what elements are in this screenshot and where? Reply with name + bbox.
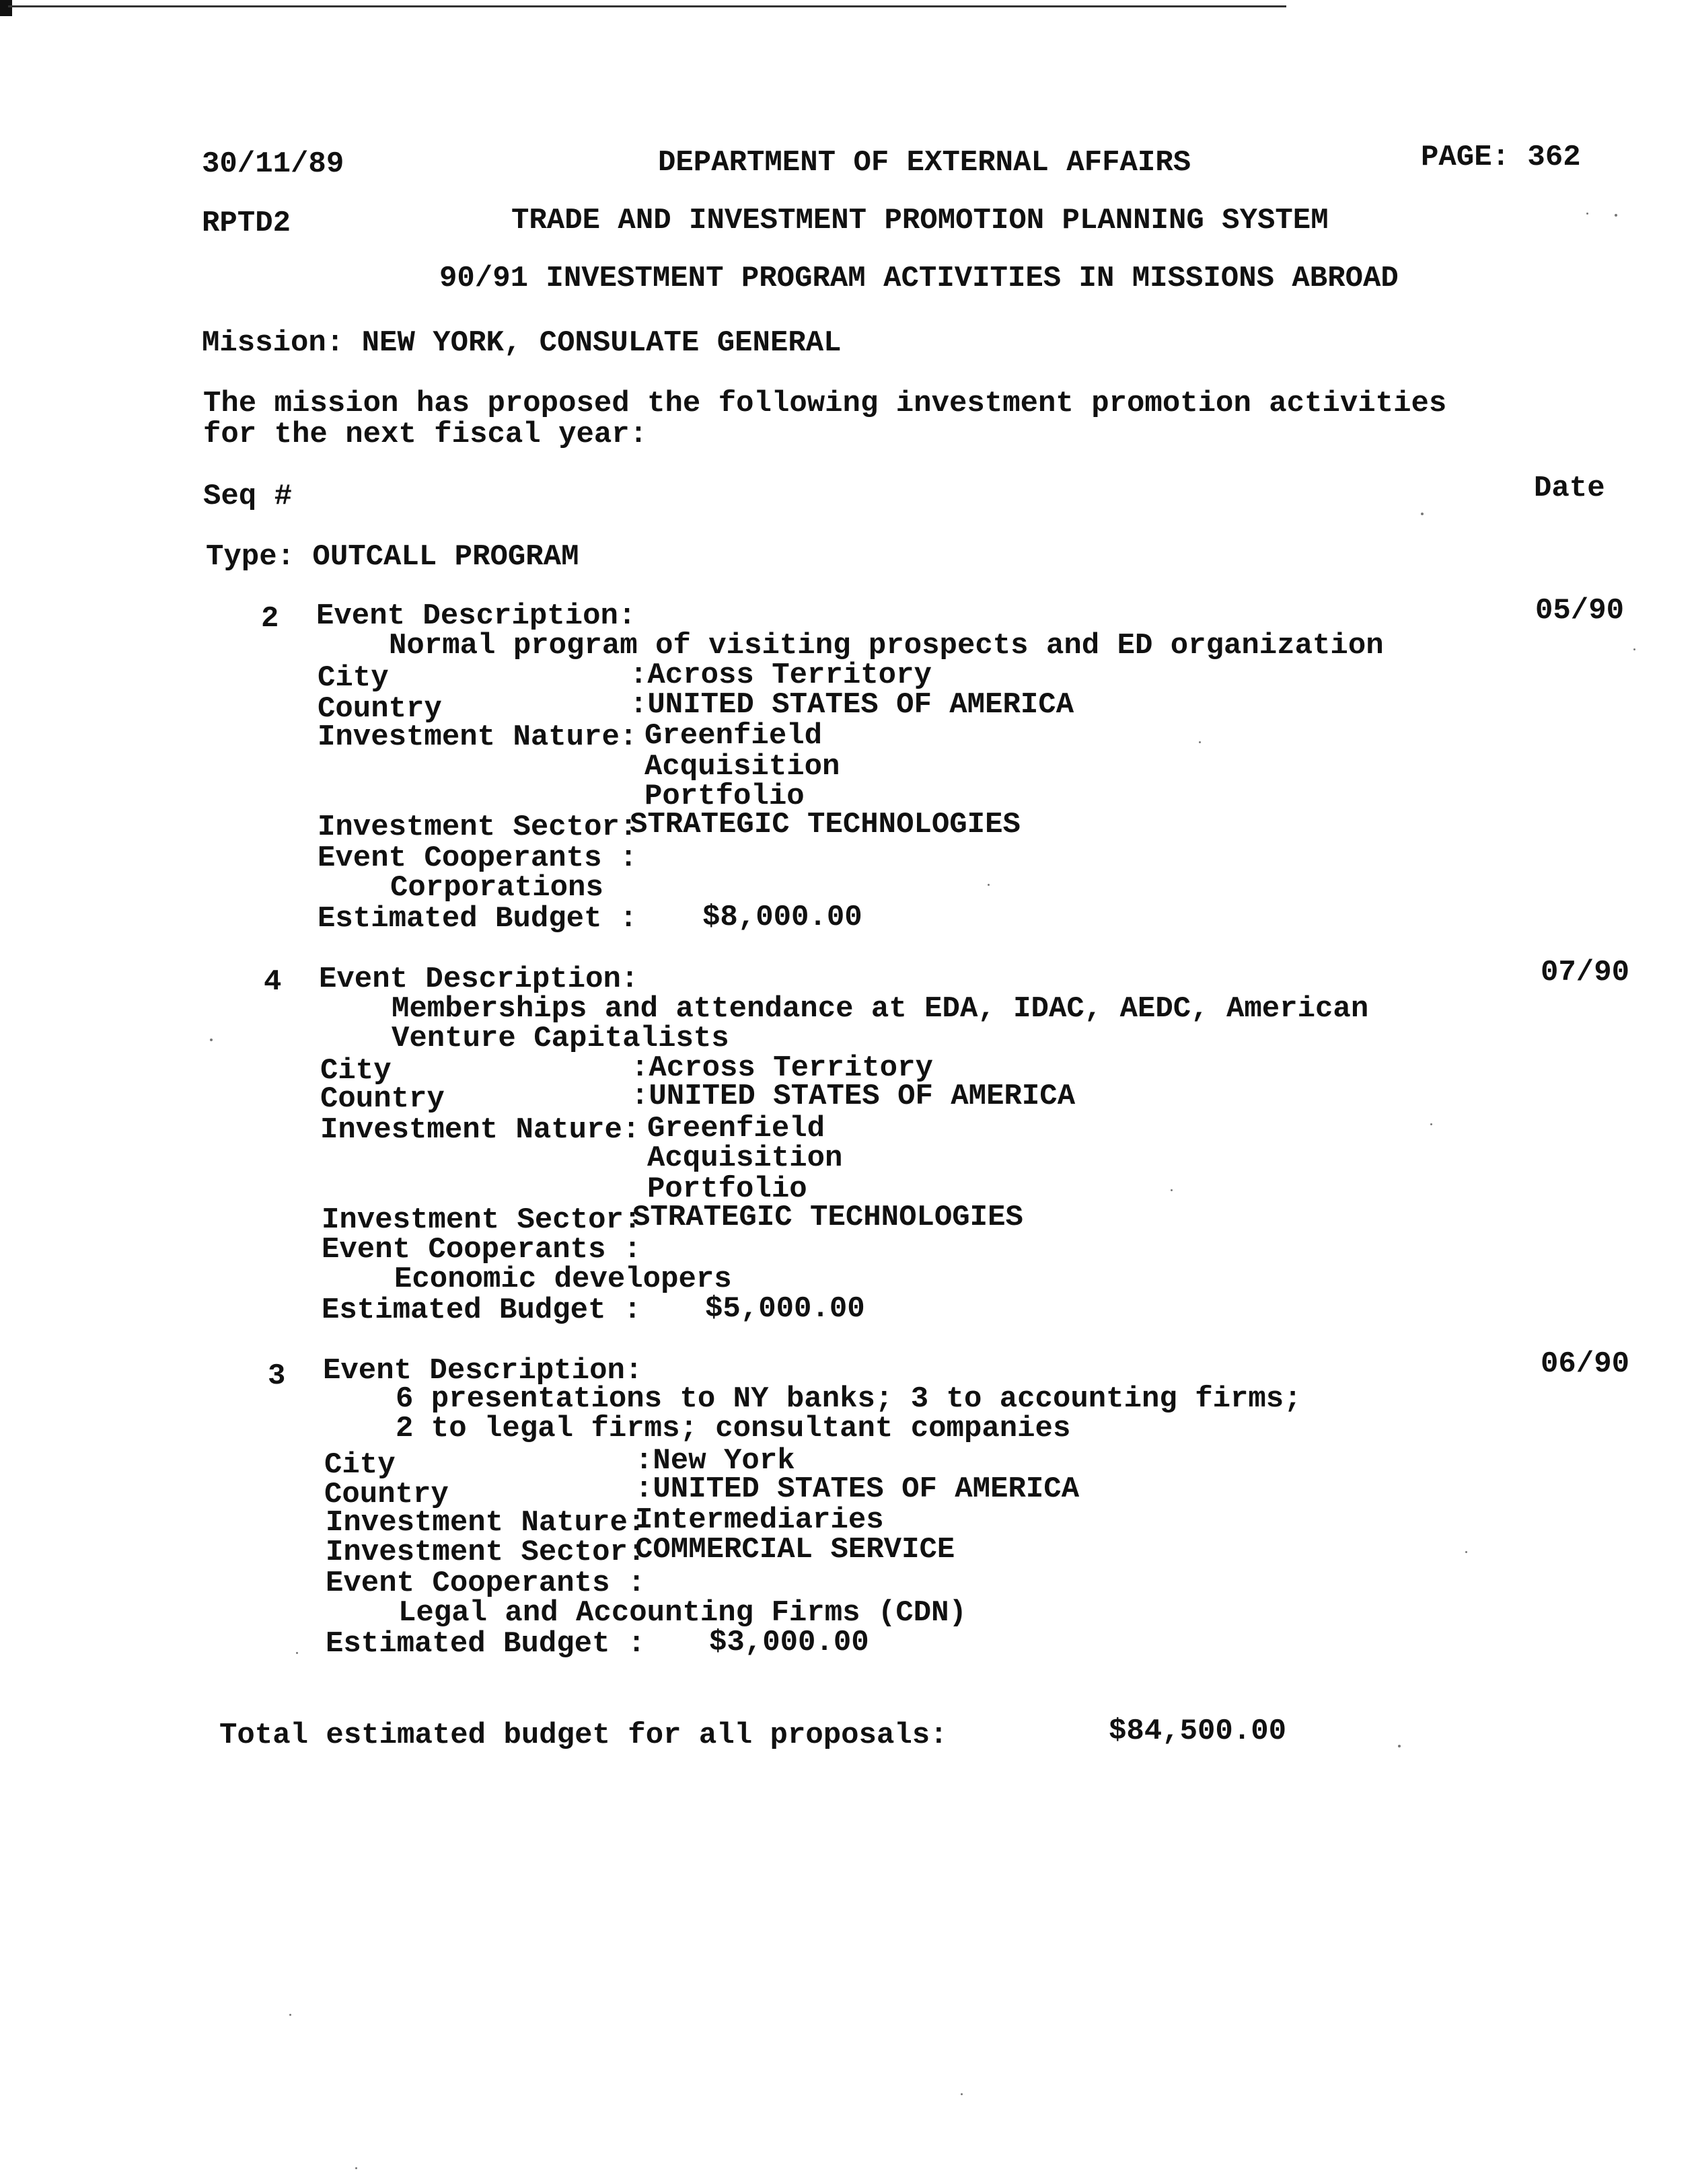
seq-column-header: Seq #: [203, 480, 293, 513]
estimated-budget-value: $8,000.00: [702, 901, 862, 934]
event-date: 05/90: [1535, 594, 1625, 628]
country-label: Country: [324, 1478, 449, 1511]
scan-speck: [988, 884, 990, 886]
total-budget-label: Total estimated budget for all proposals:: [219, 1719, 948, 1752]
investment-sector-label: Investment Sector:: [322, 1203, 642, 1237]
estimated-budget-label: Estimated Budget :: [326, 1627, 646, 1661]
scan-top-edge: [8, 5, 1286, 7]
event-description-text: Memberships and attendance at EDA, IDAC, AEDC, American: [392, 992, 1369, 1026]
investment-nature-value: Acquisition: [647, 1141, 843, 1175]
scan-speck: [1421, 513, 1424, 515]
city-label: City: [318, 661, 389, 695]
country-value: :UNITED STATES OF AMERICA: [635, 1472, 1080, 1506]
country-value: :UNITED STATES OF AMERICA: [630, 688, 1074, 722]
mission-line: Mission: NEW YORK, CONSULATE GENERAL: [202, 326, 842, 360]
city-value: :Across Territory: [631, 1051, 933, 1085]
scan-speck: [1586, 213, 1588, 215]
estimated-budget-label: Estimated Budget :: [318, 902, 638, 936]
event-seq: 2: [261, 602, 279, 636]
department-name: DEPARTMENT OF EXTERNAL AFFAIRS: [658, 146, 1191, 180]
event-cooperants-value: Corporations: [390, 871, 603, 905]
event-seq: 3: [268, 1359, 286, 1393]
scan-speck: [355, 2167, 357, 2169]
investment-sector-label: Investment Sector:: [326, 1536, 646, 1569]
event-description-text: Venture Capitalists: [392, 1022, 729, 1055]
scan-speck: [289, 2014, 291, 2016]
date-column-header: Date: [1534, 472, 1605, 505]
scan-speck: [1633, 648, 1635, 650]
event-description-label: Event Description:: [316, 599, 636, 633]
estimated-budget-label: Estimated Budget :: [322, 1293, 642, 1327]
investment-sector-label: Investment Sector:: [318, 811, 638, 844]
investment-nature-label: Investment Nature:: [326, 1506, 646, 1540]
scan-corner-mark: [0, 0, 12, 16]
event-description-text: Normal program of visiting prospects and ED organization: [389, 629, 1384, 663]
intro-line-2: for the next fiscal year:: [203, 418, 648, 451]
investment-sector-value: STRATEGIC TECHNOLOGIES: [632, 1201, 1023, 1234]
investment-sector-value: COMMERCIAL SERVICE: [635, 1533, 955, 1567]
event-cooperants-label: Event Cooperants :: [326, 1567, 646, 1600]
system-name: TRADE AND INVESTMENT PROMOTION PLANNING SYSTEM: [511, 204, 1329, 237]
investment-nature-value: Portfolio: [647, 1172, 807, 1206]
event-description-text: 2 to legal firms; consultant companies: [396, 1412, 1071, 1445]
event-date: 06/90: [1541, 1347, 1630, 1381]
activity-type: Type: OUTCALL PROGRAM: [206, 540, 579, 574]
event-cooperants-value: Legal and Accounting Firms (CDN): [398, 1596, 967, 1630]
report-date: 30/11/89: [202, 147, 344, 181]
scan-speck: [210, 1039, 213, 1041]
event-description-label: Event Description:: [323, 1354, 643, 1388]
intro-line-1: The mission has proposed the following investment promotion activities: [203, 387, 1447, 420]
total-budget-value: $84,500.00: [1109, 1715, 1287, 1748]
scan-speck: [961, 2093, 963, 2095]
scan-speck: [1199, 741, 1201, 743]
event-description-text: 6 presentations to NY banks; 3 to accounting firms;: [396, 1382, 1302, 1416]
city-label: City: [324, 1448, 396, 1482]
country-label: Country: [320, 1082, 445, 1116]
event-date: 07/90: [1541, 956, 1630, 989]
city-label: City: [320, 1054, 392, 1088]
investment-sector-value: STRATEGIC TECHNOLOGIES: [630, 808, 1021, 841]
event-cooperants-label: Event Cooperants :: [322, 1233, 642, 1267]
report-title: 90/91 INVESTMENT PROGRAM ACTIVITIES IN MISSIONS ABROAD: [439, 262, 1399, 295]
investment-nature-value: Portfolio: [644, 780, 805, 813]
scan-speck: [1398, 1745, 1401, 1747]
report-code: RPTD2: [202, 206, 291, 240]
scan-speck: [1171, 1189, 1173, 1191]
page-number: PAGE: 362: [1421, 141, 1581, 174]
investment-nature-label: Investment Nature:: [318, 720, 638, 754]
event-cooperants-value: Economic developers: [394, 1263, 732, 1296]
city-value: :Across Territory: [630, 658, 932, 692]
estimated-budget-value: $3,000.00: [709, 1626, 869, 1659]
scan-speck: [1615, 214, 1617, 217]
event-description-label: Event Description:: [319, 963, 639, 996]
investment-nature-value: Acquisition: [644, 750, 840, 784]
investment-nature-label: Investment Nature:: [320, 1113, 640, 1147]
investment-nature-value: Greenfield: [647, 1112, 825, 1145]
scan-speck: [296, 1652, 298, 1654]
scan-speck: [1430, 1123, 1432, 1125]
city-value: :New York: [635, 1444, 795, 1478]
estimated-budget-value: $5,000.00: [705, 1292, 865, 1326]
country-label: Country: [318, 692, 442, 726]
investment-nature-value: Intermediaries: [635, 1503, 884, 1537]
investment-nature-value: Greenfield: [644, 719, 823, 753]
scan-speck: [1465, 1551, 1467, 1553]
country-value: :UNITED STATES OF AMERICA: [631, 1080, 1076, 1113]
event-cooperants-label: Event Cooperants :: [318, 841, 638, 875]
event-seq: 4: [264, 965, 282, 999]
